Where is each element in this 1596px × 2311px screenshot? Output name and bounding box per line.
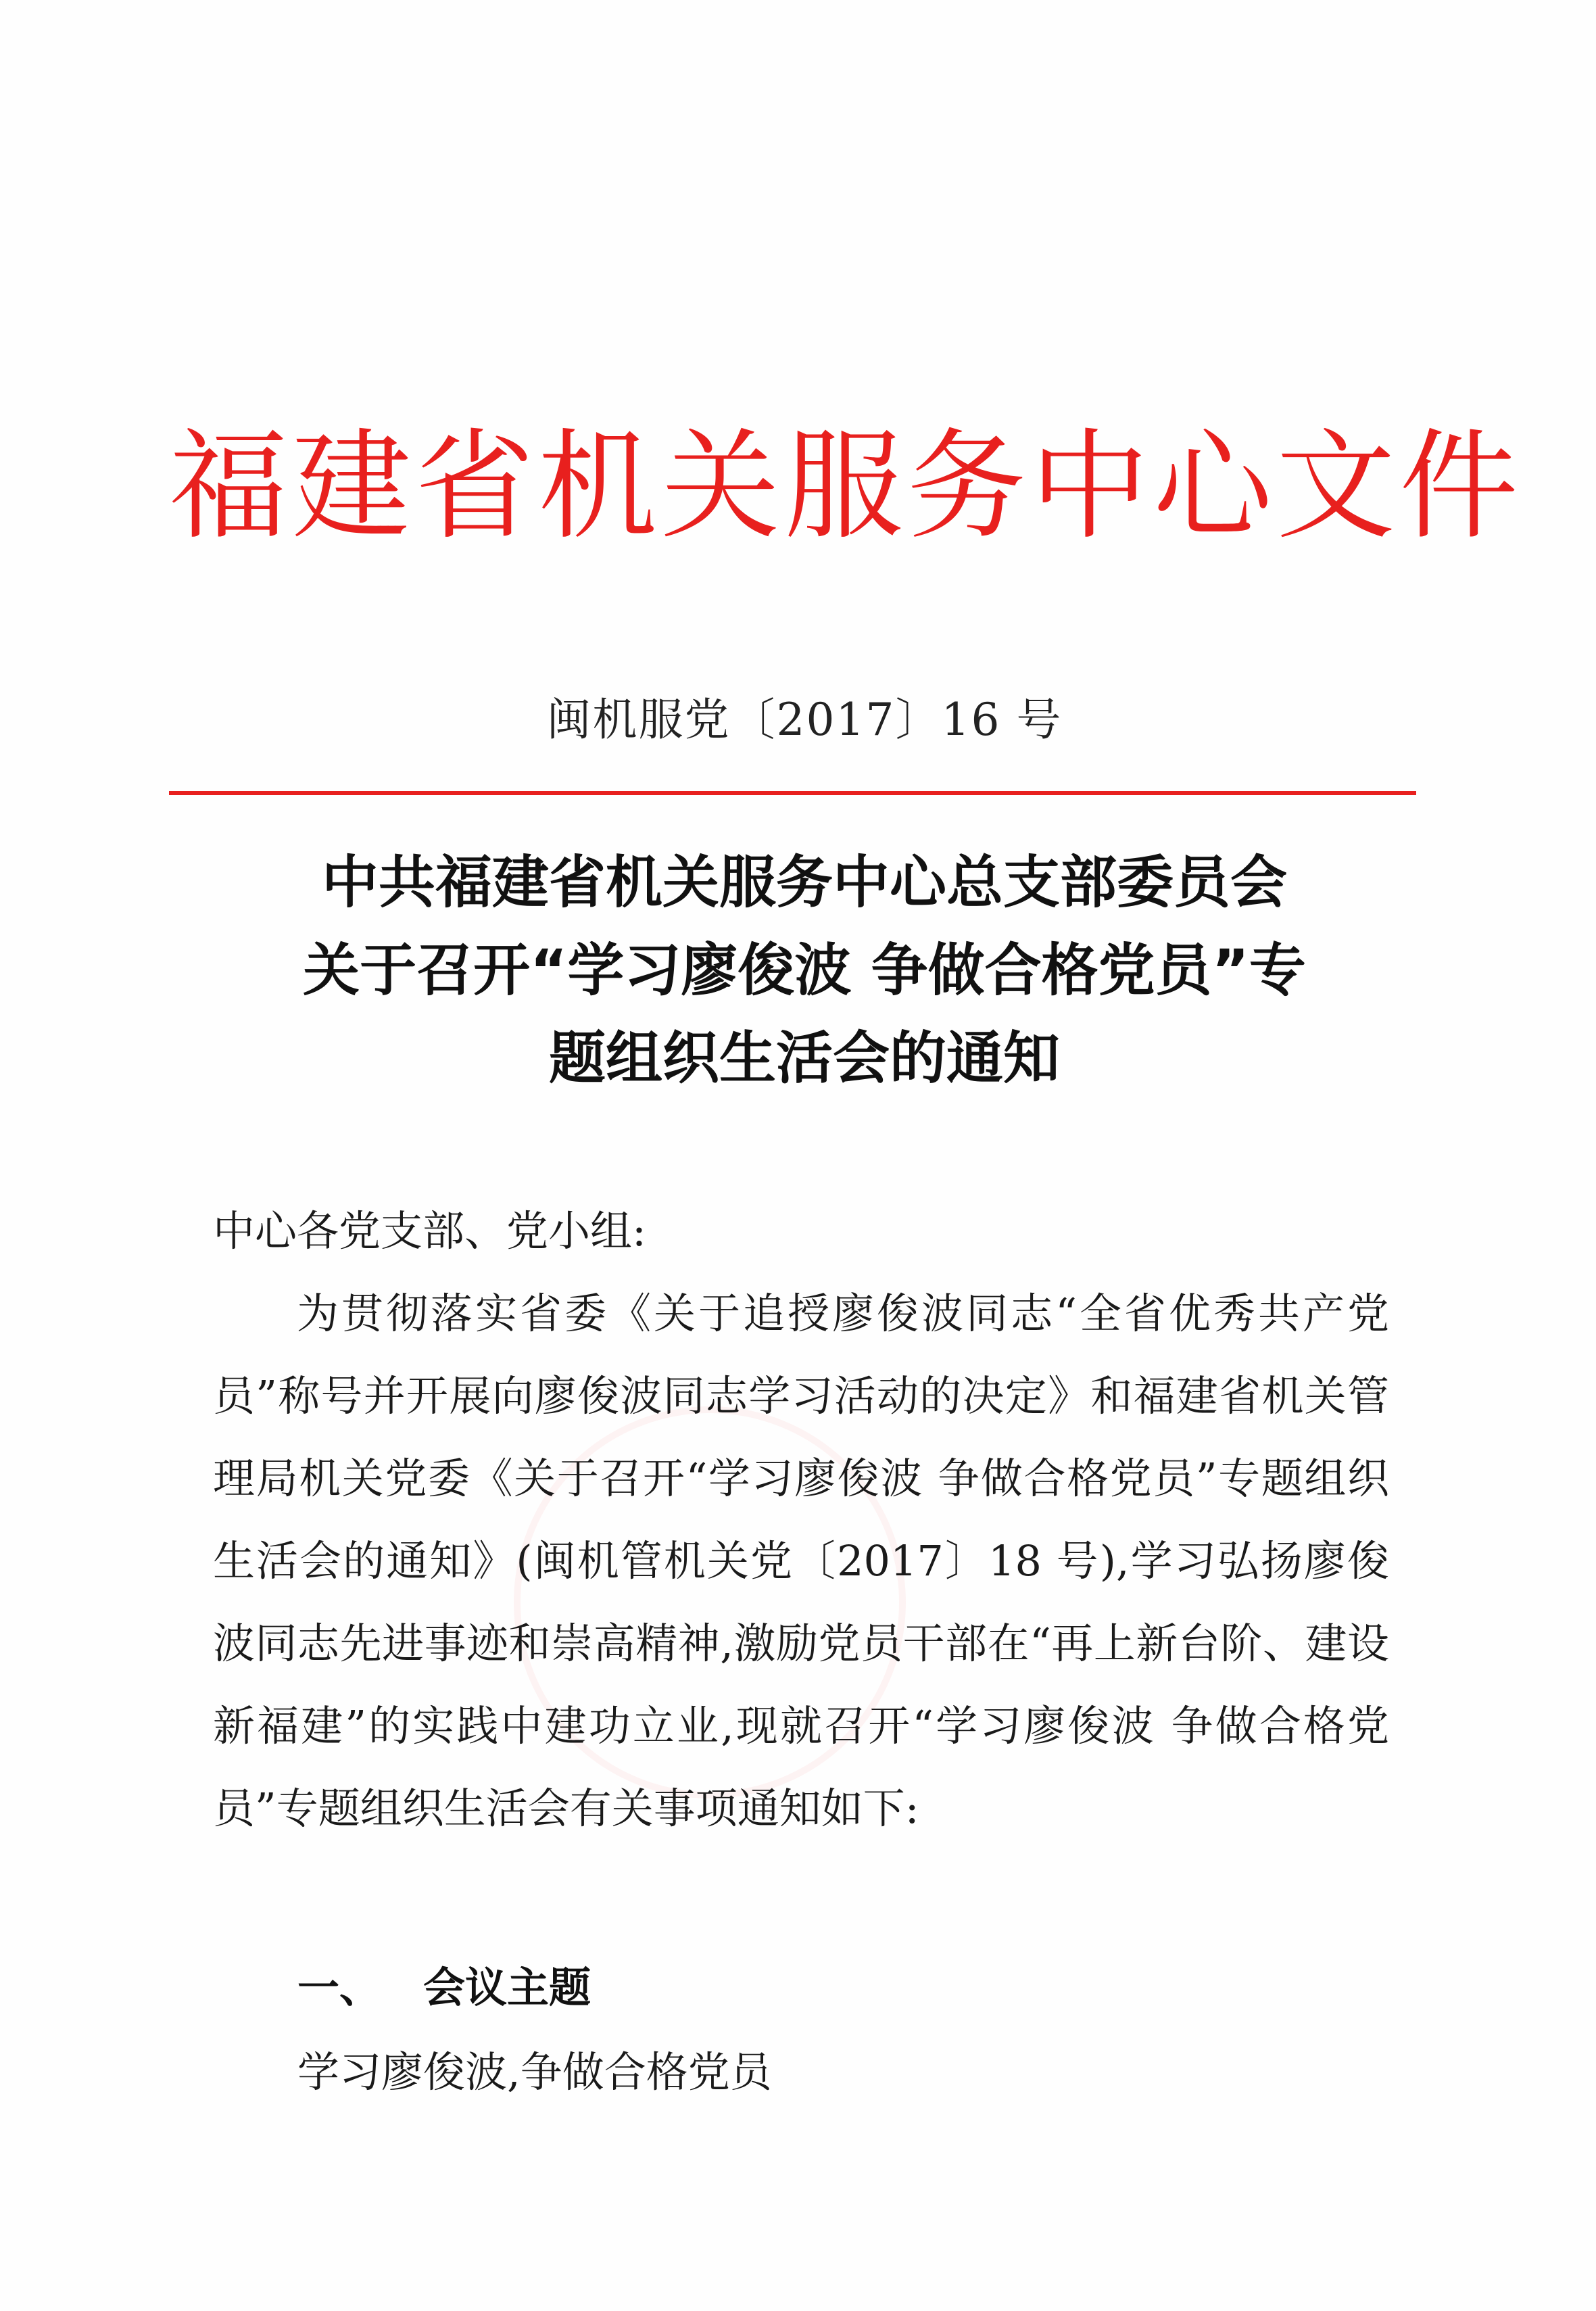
notice-body — [213, 1190, 1389, 1850]
addressee: 中心各党支部、党小组: — [213, 1206, 646, 1256]
section-heading — [297, 1947, 591, 2028]
notice-title — [169, 838, 1440, 1102]
notice-title-line: 题组织生活会的通知 — [548, 1025, 1060, 1091]
intro-paragraph: 为贯彻落实省委《关于追授廖俊波同志“全省优秀共产党员”称号并开展向廖俊波同志学习活动的决定》和福建省机关管理局机关党委《关于召开“学习廖俊波 争做合格党员”专题组织生活会的通知》(闽机管机关党〔2017〕18 号),学习弘扬廖俊波同志先进事迹和崇高精神,激励党员干部在“再上新台阶、建设新福建”的实践中建功立业,现就召开“学习廖俊波 争做合格党员”专题组织生活会有关事项通知如下: — [213, 1289, 1389, 1833]
section-number: 一、 — [297, 1963, 382, 2012]
notice-title-line: 中共福建省机关服务中心总支部委员会 — [321, 849, 1287, 915]
section-heading-text: 会议主题 — [423, 1963, 591, 2012]
issuer-header-title: 福建省机关服务中心文件 — [169, 417, 1523, 556]
red-divider-line — [169, 791, 1416, 795]
section-content: 学习廖俊波,争做合格党员 — [297, 2047, 772, 2097]
notice-title-line: 关于召开“学习廖俊波 争做合格党员”专 — [303, 937, 1306, 1003]
document-number: 闽机服党〔2017〕16 号 — [546, 694, 1063, 746]
